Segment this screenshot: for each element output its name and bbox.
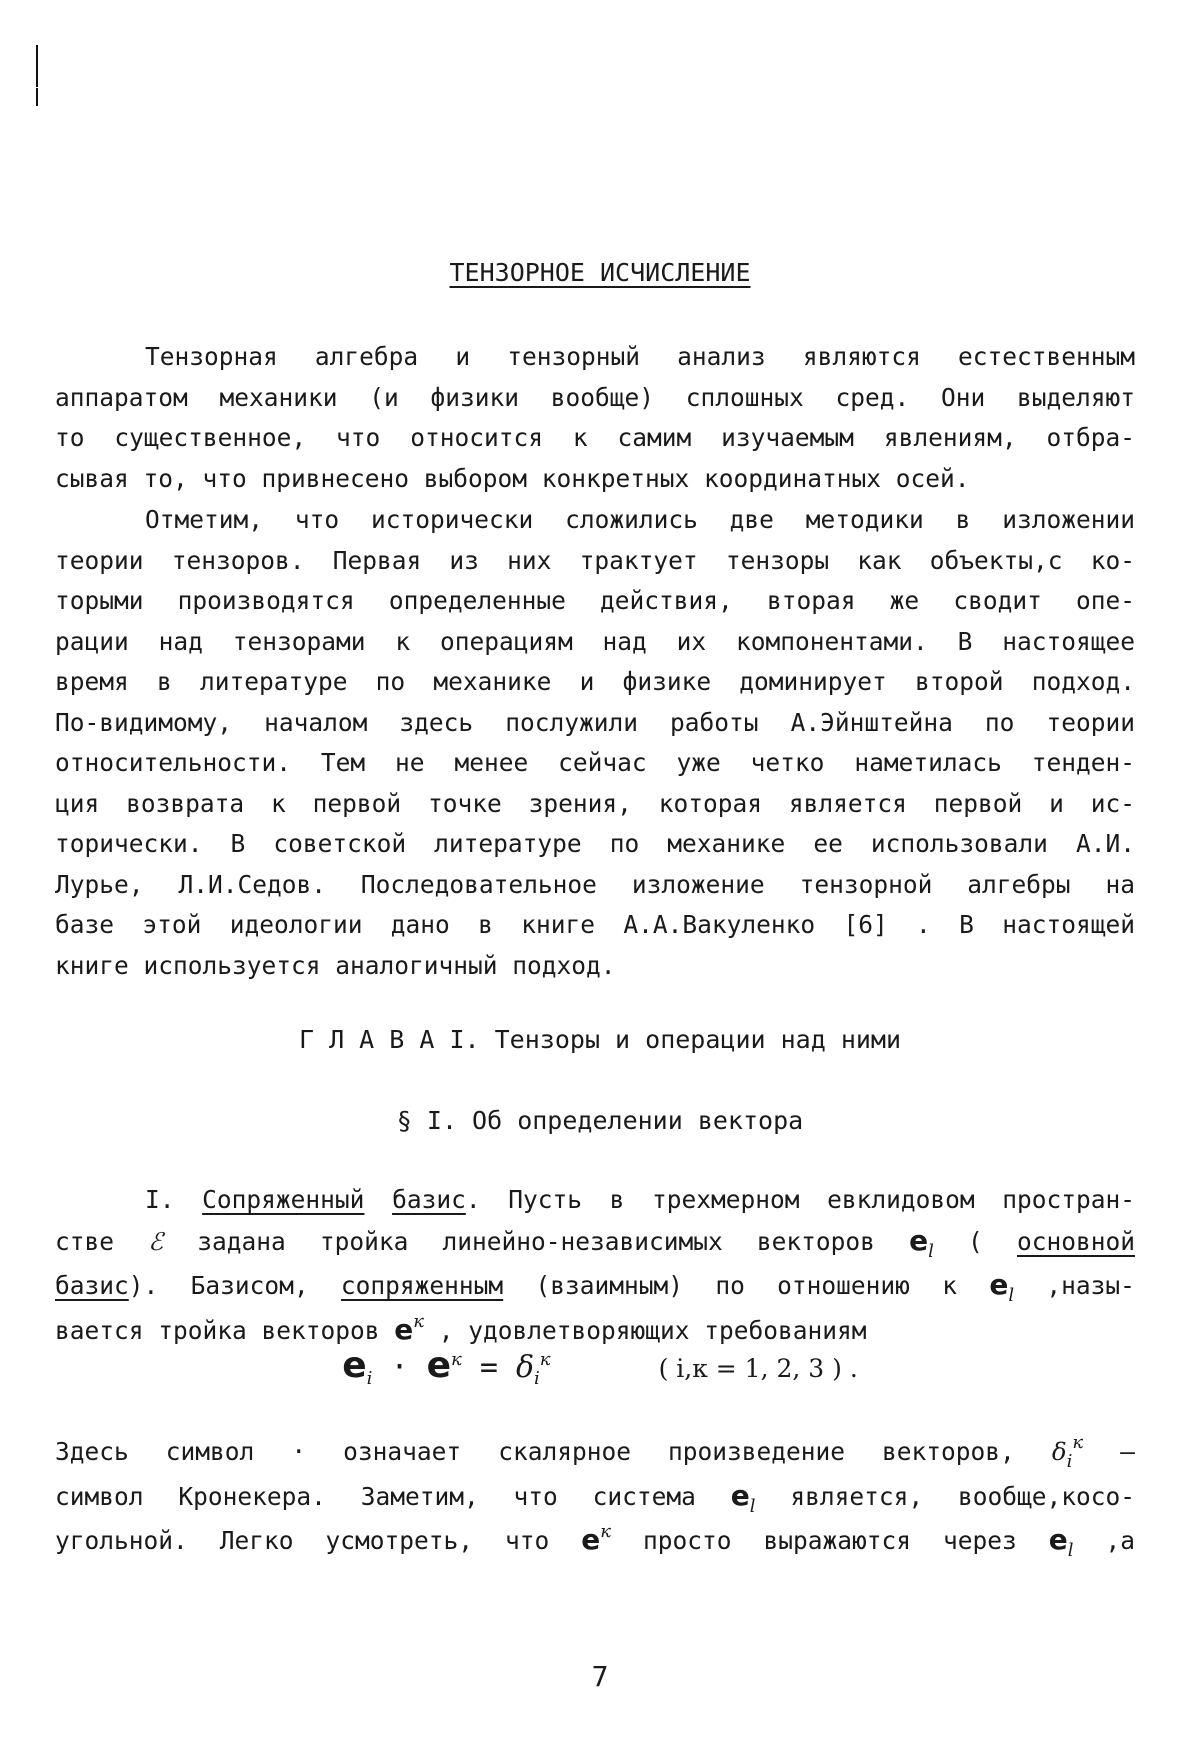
subscript: l (928, 1240, 934, 1262)
text-line: книге используется аналогичный подход. (55, 950, 616, 980)
margin-mark (36, 88, 38, 106)
text-fragment: задана тройка линейно-независимых векторов (197, 1226, 875, 1256)
vector-symbol: e (730, 1478, 750, 1512)
superscript: к (451, 1349, 462, 1370)
item-number: I. (145, 1185, 175, 1214)
section-heading: § I. Об определении вектора (396, 1106, 804, 1135)
text-line: торически. В советской литературе по механике ее использовали А.И. (55, 829, 1135, 858)
text-line: то существенное, что относится к самим изучаемым явлениям, отбра- (55, 423, 1135, 452)
vector-symbol: e (909, 1223, 929, 1257)
text-line (55, 1520, 1135, 1565)
text-line: Лурье, Л.И.Седов. Последовательное изложение тензорной алгебры на (55, 869, 1135, 899)
term-underlined: Сопряженный (202, 1185, 365, 1214)
text-line: торыми производятся определенные действия, вторая же сводит опе- (55, 586, 1135, 615)
text-line: ция возврата к первой точке зрения, которая является первой и ис- (55, 788, 1135, 818)
display-formula (0, 1345, 1200, 1389)
term-underlined: базис (55, 1271, 129, 1300)
text-line (55, 1432, 1135, 1476)
vector-symbol: e (581, 1523, 601, 1556)
subscript: i (366, 1368, 373, 1389)
text-fragment: ,а (1105, 1526, 1135, 1555)
text-line (55, 1476, 1135, 1521)
equals-sign: = (479, 1350, 498, 1385)
text-fragment: означает скалярное произведение векторов, (343, 1437, 1015, 1466)
intro-paragraph-1 (55, 337, 1135, 499)
superscript: к (1072, 1432, 1084, 1453)
term-underlined: базис (392, 1185, 466, 1214)
subscript: i (534, 1368, 540, 1389)
text-line: Отметим, что исторически сложились две методики в изложении (145, 505, 1135, 534)
kronecker-delta: δ (515, 1350, 534, 1385)
text-fragment: ( (968, 1226, 983, 1256)
text-fragment: Здесь символ (55, 1437, 255, 1466)
dot-operator: · (390, 1350, 409, 1385)
text-fragment: стве (55, 1226, 115, 1256)
text-line: Тензорная алгебра и тензорный анализ являются естественным (145, 342, 1135, 371)
text-line: время в литературе по механике и физике доминирует второй подход. (55, 667, 1135, 696)
index-condition: ( i,к = 1, 2, 3 ) . (658, 1354, 858, 1383)
term-underlined: основной (1016, 1226, 1135, 1256)
vector-symbol: e (989, 1268, 1009, 1301)
space-symbol: ℰ (148, 1226, 164, 1256)
page-title (0, 258, 1200, 287)
text-fragment: . Пусть в трехмерном евклидовом простран- (465, 1185, 1135, 1214)
subscript: l (1067, 1540, 1074, 1561)
vector-symbol: e (342, 1345, 367, 1386)
text-fragment: ,назы- (1046, 1271, 1135, 1300)
subscript: l (1008, 1285, 1015, 1306)
text-fragment: , удовлетворяющих требованиям (438, 1315, 867, 1345)
margin-mark (36, 45, 38, 87)
kronecker-paragraph (55, 1432, 1135, 1565)
text-fragment: просто выражаются через (642, 1526, 1017, 1555)
text-line (55, 1180, 1135, 1221)
text-line: относительности. Тем не менее сейчас уже четко наметилась тенден- (55, 748, 1135, 777)
superscript: к (539, 1349, 551, 1370)
subscript: l (749, 1495, 756, 1517)
intro-paragraph-2 (55, 500, 1135, 986)
chapter-heading: Г Л А В А I. Тензоры и операции над ними (298, 1025, 902, 1054)
text-line (55, 1221, 1135, 1266)
vector-symbol: e (1048, 1523, 1068, 1556)
text-fragment: символ Кронекера. Заметим, что система (55, 1481, 696, 1511)
kronecker-delta: δ (1051, 1437, 1067, 1466)
basis-paragraph (55, 1180, 1135, 1354)
vector-symbol: e (394, 1312, 414, 1346)
text-line: аппаратом механики (и физики вообще) сплошных сред. Они выделяют (55, 382, 1135, 412)
text-line: сывая то, что привнесено выбором конкретных координатных осей. (55, 463, 970, 493)
text-fragment: является, вообще,косо- (790, 1481, 1135, 1511)
text-line: По-видимому, началом здесь послужили работы А.Эйнштейна по теории (55, 707, 1135, 737)
vector-symbol: e (426, 1345, 451, 1386)
page-number: 7 (591, 1660, 609, 1693)
text-fragment: угольной. Легко усмотреть, что (55, 1526, 550, 1555)
title-text: ТЕНЗОРНОЕ ИСЧИСЛЕНИЕ (449, 258, 751, 287)
text-fragment: (взаимным) по отношению к (535, 1271, 957, 1300)
superscript: к (600, 1521, 611, 1542)
text-fragment: ). Базисом, (128, 1271, 309, 1300)
text-line (55, 1265, 1135, 1310)
text-line: рации над тензорами к операциям над их компонентами. В настоящее (55, 626, 1135, 656)
term-underlined: сопряженным (340, 1271, 504, 1300)
text-line: теории тензоров. Первая из них трактует тензоры как объекты,с ко- (55, 545, 1135, 575)
subscript: i (1066, 1451, 1073, 1472)
text-fragment: вается тройка векторов (55, 1315, 380, 1345)
text-line: базе этой идеологии дано в книге А.А.Вакуленко [6] . В настоящей (55, 910, 1135, 939)
superscript: к (413, 1310, 425, 1332)
dot-operator: · (291, 1437, 307, 1466)
text-fragment: – (1120, 1437, 1135, 1466)
